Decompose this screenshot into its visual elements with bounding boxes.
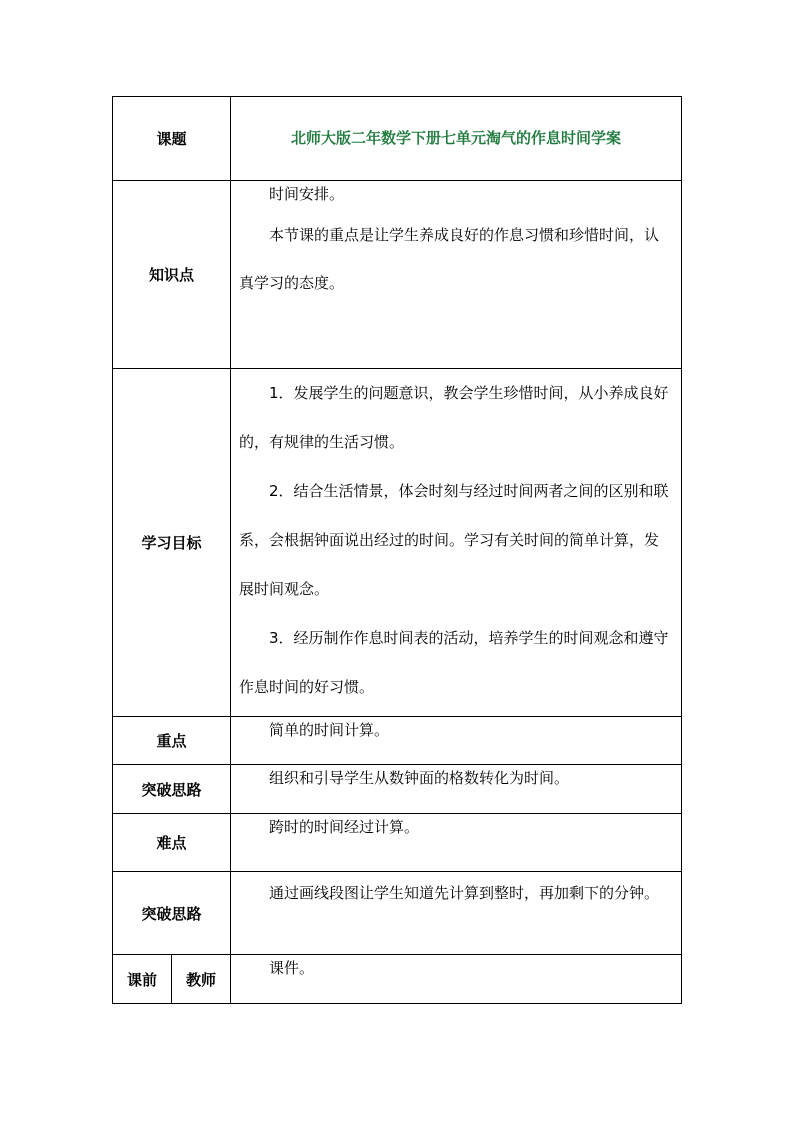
knowledge-paragraph-1: 时间安排。 <box>269 185 345 203</box>
difficulty-row <box>113 814 682 872</box>
goals-row <box>113 369 682 717</box>
goals-label: 学习目标 <box>113 369 231 717</box>
goals-paragraph-3: 3．经历制作作息时间表的活动，培养学生的时间观念和遵守作息时间的好习惯。 <box>239 629 669 696</box>
breakthrough2-content <box>231 872 682 955</box>
goals-paragraph-1: 1．发展学生的问题意识，教会学生珍惜时间，从小养成良好的，有规律的生活习惯。 <box>239 384 669 451</box>
knowledge-label: 知识点 <box>113 181 231 369</box>
breakthrough1-row <box>113 765 682 814</box>
lesson-title: 北师大版二年数学下册七单元淘气的作息时间学案 <box>231 97 682 181</box>
difficulty-label: 难点 <box>113 814 231 872</box>
difficulty-content <box>231 814 682 872</box>
breakthrough2-row <box>113 872 682 955</box>
title-label: 课题 <box>113 97 231 181</box>
breakthrough1-text: 组织和引导学生从数钟面的格数转化为时间。 <box>269 769 570 787</box>
prep-label-a: 课前 <box>113 955 172 1004</box>
breakthrough1-content <box>231 765 682 814</box>
breakthrough2-label: 突破思路 <box>113 872 231 955</box>
knowledge-paragraph-2: 本节课的重点是让学生养成良好的作息习惯和珍惜时间，认真学习的态度。 <box>239 226 660 292</box>
title-row <box>113 97 682 181</box>
prep-text: 课件。 <box>269 959 315 977</box>
key-point-label: 重点 <box>113 717 231 765</box>
goals-content <box>231 369 682 717</box>
key-point-text: 简单的时间计算。 <box>269 721 390 739</box>
knowledge-content <box>231 181 682 369</box>
prep-row <box>113 955 682 1004</box>
breakthrough2-text: 通过画线段图让学生知道先计算到整时，再加剩下的分钟。 <box>269 884 660 902</box>
difficulty-text: 跨时的时间经过计算。 <box>269 818 420 836</box>
key-point-row <box>113 717 682 765</box>
lesson-plan-table <box>112 96 682 1004</box>
goals-paragraph-2: 2．结合生活情景，体会时刻与经过时间两者之间的区别和联系，会根据钟面说出经过的时间。学习有关时间的简单计算，发展时间观念。 <box>239 482 669 598</box>
prep-label-b: 教师 <box>172 955 231 1004</box>
key-point-content <box>231 717 682 765</box>
breakthrough1-label: 突破思路 <box>113 765 231 814</box>
prep-content <box>231 955 682 1004</box>
knowledge-row <box>113 181 682 369</box>
